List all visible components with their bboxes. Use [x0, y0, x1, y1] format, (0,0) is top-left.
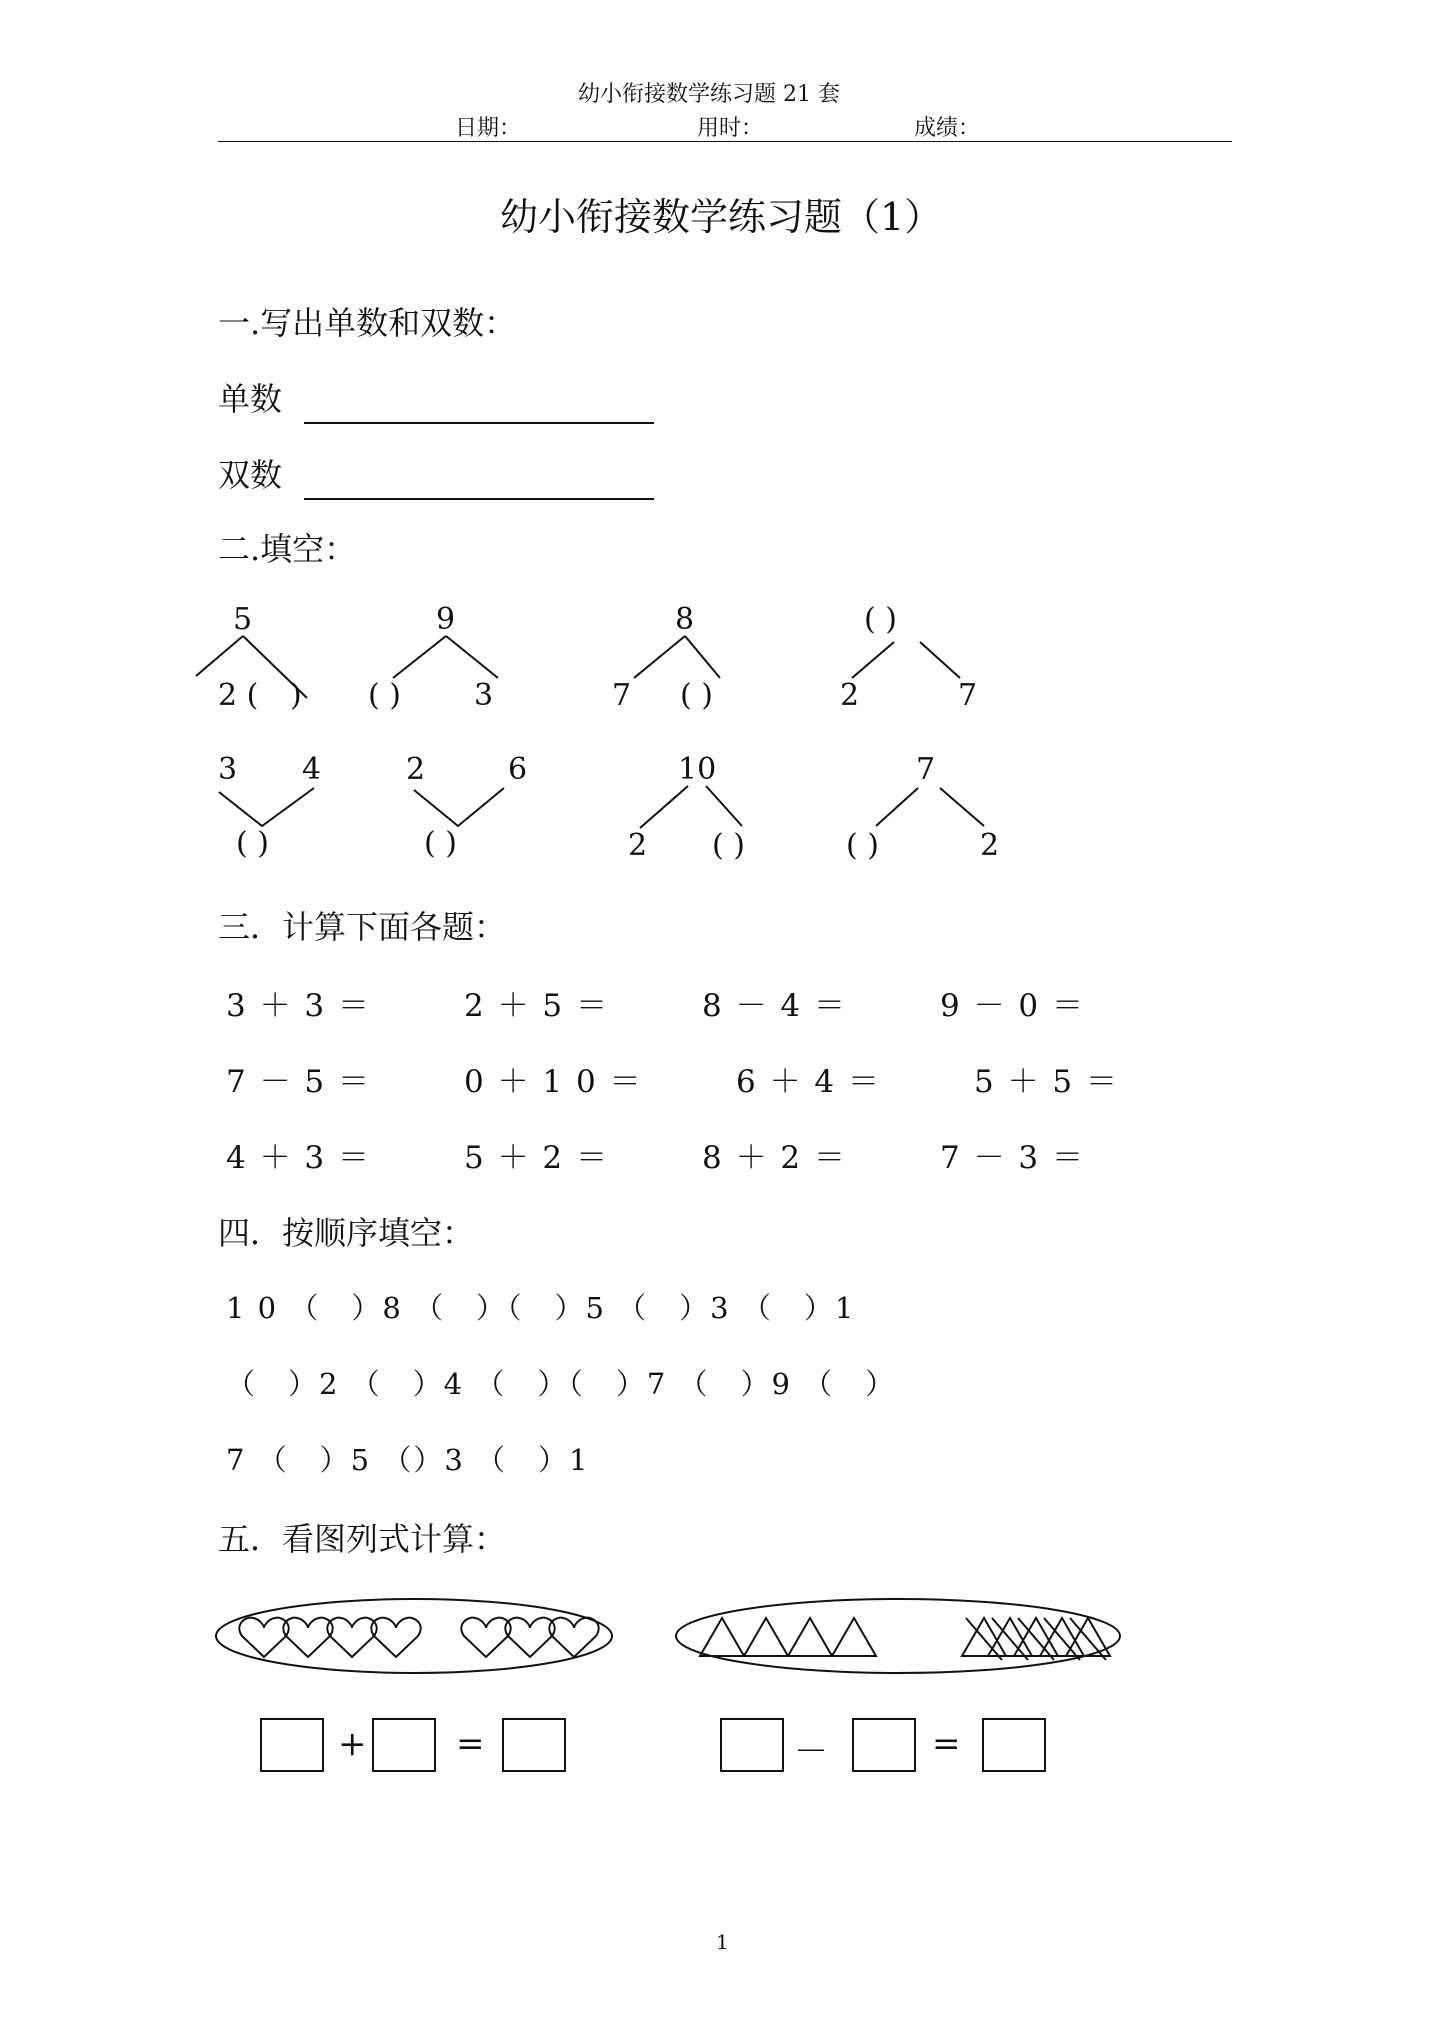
section5-heading: 五．看图列式计算：	[218, 1520, 507, 1558]
plus-sign: +	[338, 1724, 367, 1764]
minus-sign: －	[794, 1732, 828, 1772]
bond-left: ( )	[368, 678, 401, 713]
bond-right: )	[290, 678, 302, 713]
bond-top: 10	[678, 752, 717, 787]
bond-right: 6	[508, 752, 528, 787]
bond-bottom: ( )	[424, 826, 457, 861]
bond-right: ( )	[680, 678, 713, 713]
time-label: 用时：	[697, 116, 764, 141]
even-label: 双数	[218, 456, 283, 494]
bond-left: 2 (	[218, 678, 259, 713]
section2-heading: 二.填空：	[218, 530, 357, 568]
triangle-icon	[700, 1618, 744, 1656]
bond-right: 2	[980, 828, 1000, 863]
bond-top: ( )	[864, 602, 897, 637]
triangle-icon	[832, 1618, 876, 1656]
bond-bottom: ( )	[236, 826, 269, 861]
calc-item: 5 ＋ 5 ＝	[974, 1064, 1120, 1100]
calc-item: 8 ＋ 2 ＝	[702, 1140, 848, 1176]
equals-sign: =	[932, 1724, 961, 1764]
calc-item: 5 ＋ 2 ＝	[464, 1140, 610, 1176]
calc-item: 9 － 0 ＝	[940, 988, 1086, 1024]
section4-heading: 四．按顺序填空：	[218, 1214, 475, 1252]
bond-top: 5	[233, 602, 253, 637]
bond-left: 2	[840, 678, 860, 713]
calc-item: 7 － 5 ＝	[226, 1064, 372, 1100]
calc-item: 2 ＋ 5 ＝	[464, 988, 610, 1024]
bond-right: ( )	[712, 828, 745, 863]
bond-right: 4	[302, 752, 322, 787]
bond-left: 3	[218, 752, 238, 787]
answer-box[interactable]	[502, 1718, 566, 1772]
sequence-row: 1 0 （ ）8 （ ）（ ）5 （ ）3 （ ）1	[226, 1291, 856, 1325]
bond-right: 3	[474, 678, 494, 713]
calc-item: 3 ＋ 3 ＝	[226, 988, 372, 1024]
calc-item: 7 － 3 ＝	[940, 1140, 1086, 1176]
score-label: 成绩：	[914, 116, 981, 141]
header-title: 幼小衔接数学练习题 21 套	[578, 82, 840, 107]
answer-box[interactable]	[982, 1718, 1046, 1772]
section3-heading: 三．计算下面各题：	[218, 908, 507, 946]
bond-left: 2	[406, 752, 426, 787]
equals-sign: =	[456, 1724, 485, 1764]
page-number: 1	[716, 1930, 729, 1954]
answer-box[interactable]	[372, 1718, 436, 1772]
sequence-row: （ ）2 （ ）4 （ ）（ ）7 （ ）9 （ ）	[226, 1367, 897, 1401]
answer-box[interactable]	[852, 1718, 916, 1772]
bond-left: 7	[612, 678, 632, 713]
sequence-row: 7 （ ）5 （）3 （ ）1	[226, 1443, 590, 1477]
bond-right: 7	[958, 678, 978, 713]
calc-item: 8 － 4 ＝	[702, 988, 848, 1024]
bond-left: 2	[628, 828, 648, 863]
section1-heading: 一.写出单数和双数：	[218, 304, 517, 342]
calc-item: 6 ＋ 4 ＝	[736, 1064, 882, 1100]
page-title: 幼小衔接数学练习题（1）	[500, 195, 943, 239]
triangle-icon	[744, 1618, 788, 1656]
bond-top: 8	[675, 602, 695, 637]
answer-box[interactable]	[260, 1718, 324, 1772]
odd-label: 单数	[218, 380, 283, 418]
triangle-icon	[788, 1618, 832, 1656]
bond-top: 7	[916, 752, 936, 787]
answer-box[interactable]	[720, 1718, 784, 1772]
calc-item: 0 ＋ 1 0 ＝	[464, 1064, 643, 1100]
date-label: 日期：	[455, 116, 522, 141]
bond-left: ( )	[846, 828, 879, 863]
calc-item: 4 ＋ 3 ＝	[226, 1140, 372, 1176]
bond-top: 9	[436, 602, 456, 637]
